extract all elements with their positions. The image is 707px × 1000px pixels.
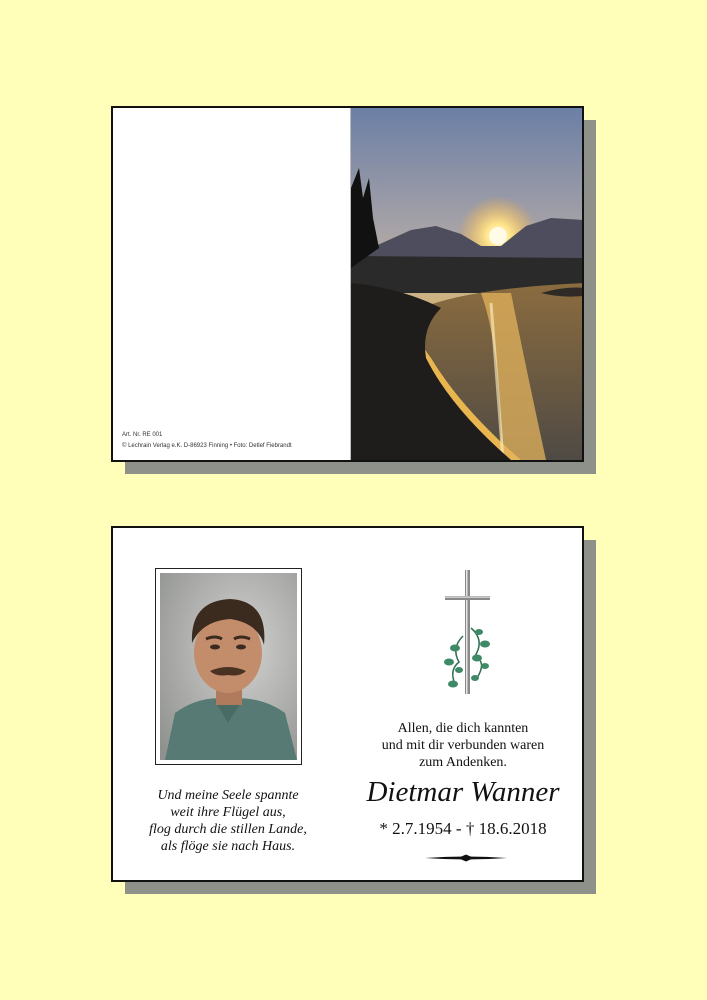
remembrance-line: und mit dir verbunden waren — [381, 738, 545, 753]
portrait-frame — [155, 568, 302, 765]
card-inside — [111, 526, 584, 882]
publisher-credit: © Lechrain Verlag e.K. D-86923 Finning • Foto: Detlef Fiebrandt — [122, 443, 292, 449]
credits — [122, 430, 292, 452]
card-back-panel — [113, 108, 350, 460]
card-outside — [111, 106, 584, 462]
article-number: Art. Nr. RE 001 — [122, 432, 163, 438]
poem-line: als flöge sie nach Haus. — [160, 839, 296, 854]
divider-ornament-icon — [425, 854, 507, 862]
remembrance-text — [343, 720, 583, 771]
poem-line: Und meine Seele spannte — [157, 788, 299, 803]
remembrance-line: zum Andenken. — [419, 755, 507, 770]
sunset-river-landscape-icon — [351, 108, 584, 460]
poem — [133, 787, 323, 855]
poem-line: weit ihre Flügel aus, — [170, 805, 286, 820]
remembrance-line: Allen, die dich kannten — [397, 721, 529, 736]
life-dates: * 2.7.1954 - † 18.6.2018 — [379, 819, 547, 838]
portrait-photo-icon — [160, 573, 297, 760]
deceased-name: Dietmar Wanner — [366, 776, 560, 808]
cross-with-ivy-icon — [413, 566, 523, 706]
poem-line: flog durch die stillen Lande, — [149, 822, 307, 837]
